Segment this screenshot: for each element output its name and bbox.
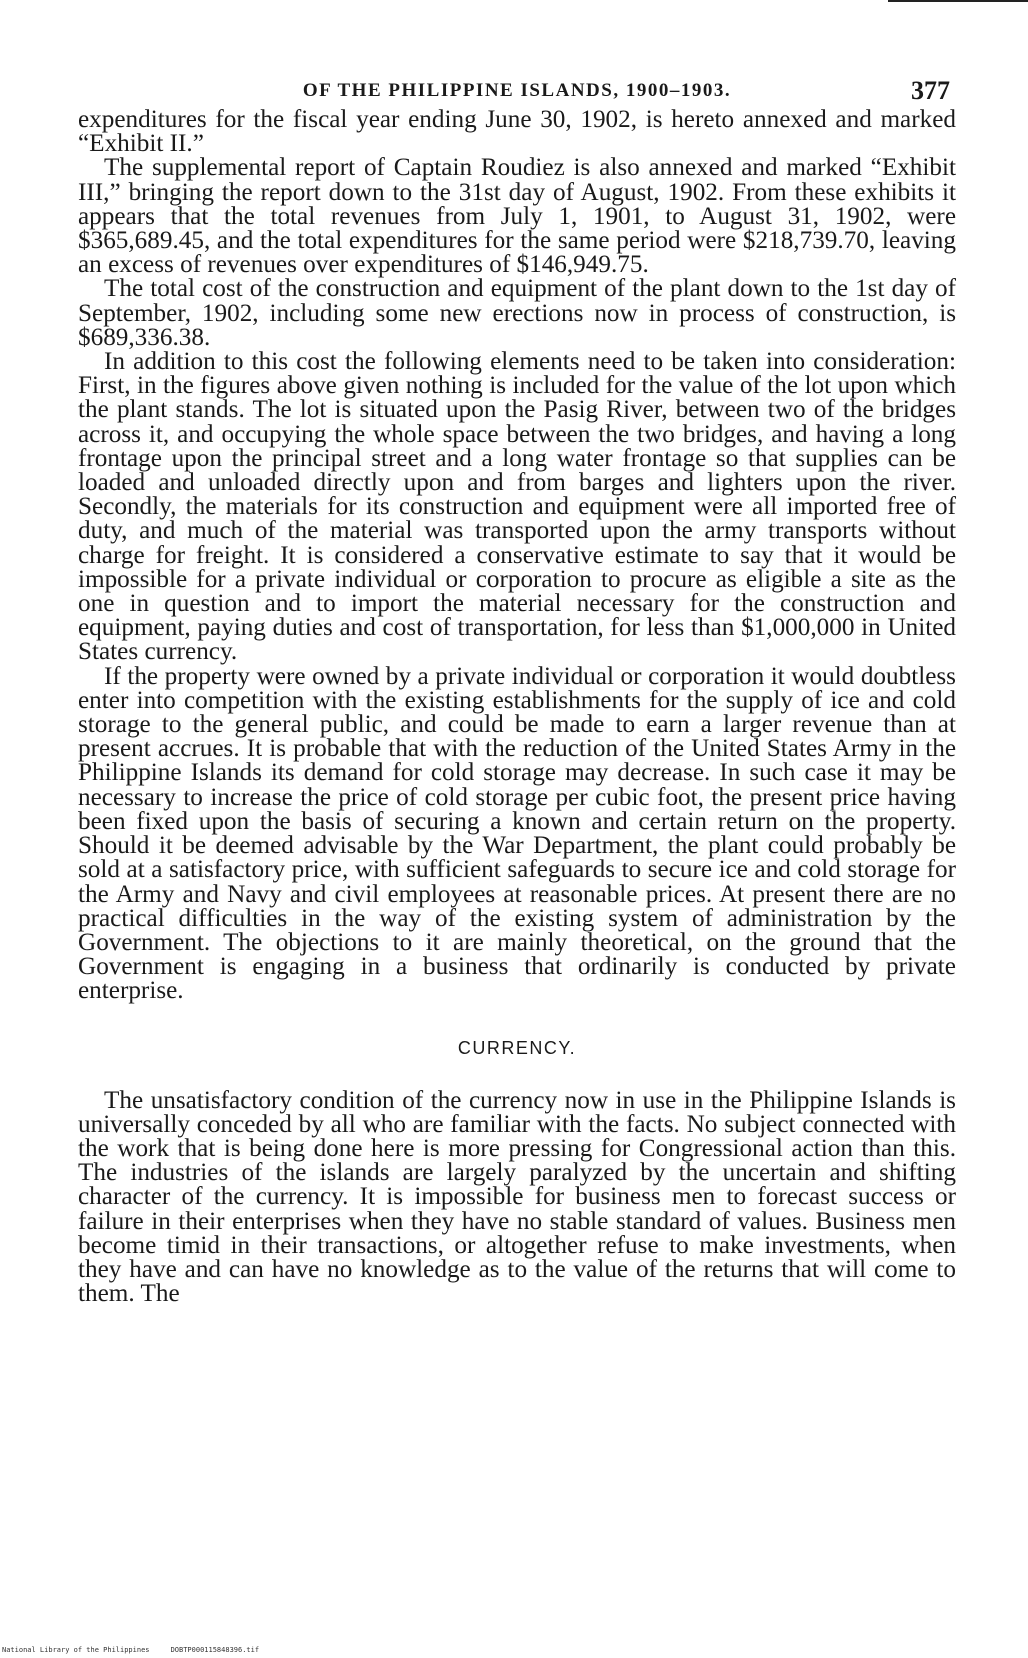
page-header: [78, 62, 956, 108]
paragraph-supplemental-report: The supplemental report of Captain Roudiez is also annexed and marked “Exhibit III,” bringing the report down to the 31st day of August, 1902. From these exhibits it appears that the total revenues from July 1, 1901, to August 31, 1902, were $365,689.45, and the total expenditures for the same period were $218,739.70, leaving an excess of revenues over expenditures of $146,949.75.: [78, 154, 956, 279]
page-number: 377: [911, 76, 950, 105]
section-heading-currency: CURRENCY.: [457, 1037, 577, 1058]
paragraph-total-cost: The total cost of the construction and equipment of the plant down to the 1st day of September, 1902, including some new erections now in process of construction, is $689,336.38.: [78, 275, 956, 351]
scan-footer-label: National Library of the Philippines DOBTP000115848396.tif: [2, 1646, 260, 1654]
paragraph-exhibit-ii: expenditures for the fiscal year ending June 30, 1902, is hereto annexed and marked “Exhibit II.”: [78, 106, 956, 158]
top-rule: [888, 0, 1028, 2]
paragraph-private-ownership: If the property were owned by a private individual or corporation it would doubtless enter into competition with the existing establishments for the supply of ice and cold storage to the general public, and could be made to earn a larger revenue than at present accrues. It is probable that with the reduction of the United States Army in the Philippine Islands its demand for cold storage may decrease. In such case it may be necessary to increase the price of cold storage per cubic foot, the present price having been fixed upon the basis of securing a known and certain return on the property. Should it be deemed advisable by the War Department, the plant could probably be sold at a satisfactory price, with sufficient safeguards to secure ice and cold storage for the Army and Navy and civil employees at reasonable prices. At present there are no practical difficulties in the way of the existing system of administration by the Government. The objections to it are mainly theoretical, on the ground that the Government is engaging in a business that ordinarily is conducted by private enterprise.: [78, 662, 956, 1005]
paragraph-currency: The unsatisfactory condition of the currency now in use in the Philippine Islands is universally conceded by all who are familiar with the facts. No subject connected with the work that is being done here is more pressing for Congressional action than this. The industries of the islands are largely paralyzed by the uncertain and shifting character of the currency. It is impossible for business men to forecast success or failure in their enterprises when they have no stable standard of values. Business men become timid in their transactions, or altogether refuse to make investments, when they have and can have no knowledge as to the value of the returns that will come to them. The: [78, 1086, 956, 1308]
running-head: OF THE PHILIPPINE ISLANDS, 1900–1903.: [302, 80, 732, 101]
document-page: [78, 62, 956, 1306]
paragraph-additional-elements: In addition to this cost the following elements need to be taken into consideration: First, in the figures above given nothing is included for the value of the lot upon which the plant stands. The lot is situated upon the Pasig River, between two of the bridges across it, and occupying the whole space between the two bridges, and having a long frontage upon the principal street and a long water frontage so that supplies can be loaded and unloaded directly upon and from barges and lighters upon the river. Secondly, the materials for its construction and equipment were all imported free of duty, and much of the material was transported upon the army transports without charge for freight. It is considered a conservative estimate to say that it would be impossible for a private individual or corporation to procure as eligible a site as the one in question and to import the material necessary for the construction and equipment, paying duties and cost of transportation, for less than $1,000,000 in United States currency.: [78, 348, 956, 666]
